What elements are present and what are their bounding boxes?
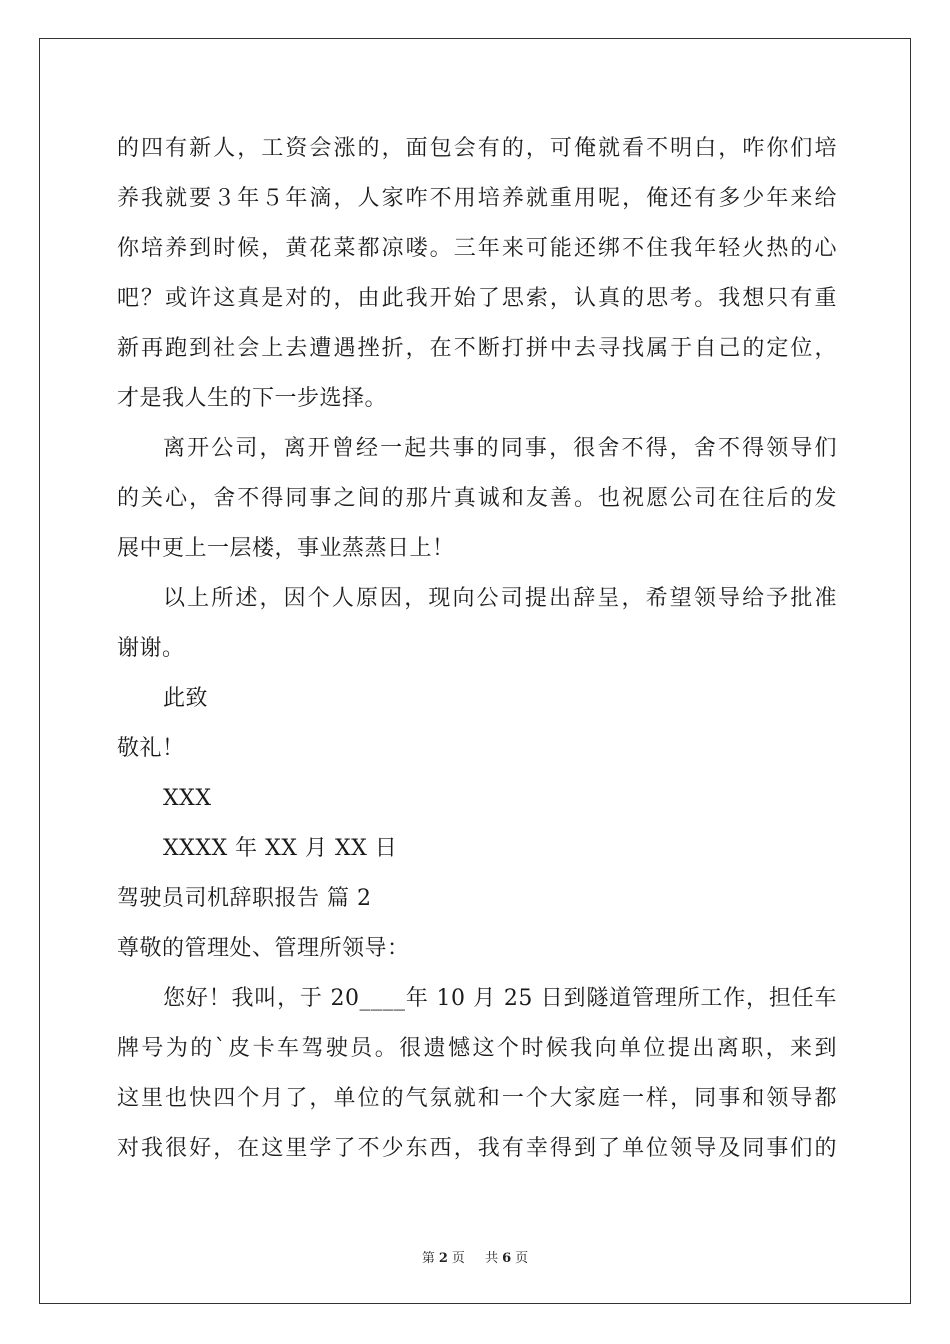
- page-footer: [0, 1247, 950, 1266]
- body-line-10: 以上所述，因个人原因，现向公司提出辞呈，希望领导给予批准: [163, 586, 837, 611]
- body-line-2: 养我就要３年５年滴，人家咋不用培养就重用呢，俺还有多少年来给: [117, 186, 837, 211]
- total-pages: 6: [502, 1251, 512, 1266]
- body-line-1: 的四有新人，工资会涨的，面包会有的，可俺就看不明白，咋你们培: [117, 136, 837, 161]
- body-line-18: 您好！我叫，于 20____年 10 月 25 日到隧道管理所工作，担任车: [163, 986, 837, 1011]
- body-line-7: 离开公司，离开曾经一起共事的同事，很舍不得，舍不得领导们: [163, 436, 837, 461]
- page-prefix: 第: [421, 1251, 435, 1266]
- body-line-4: 吧？或许这真是对的，由此我开始了思索，认真的思考。我想只有重: [117, 286, 837, 311]
- closing-regards: 敬礼！: [117, 736, 185, 761]
- section-title: 驾驶员司机辞职报告 篇 2: [117, 886, 372, 911]
- page-number: [418, 1251, 469, 1266]
- document-body: [117, 124, 837, 1174]
- body-line-11: 谢谢。: [117, 636, 185, 661]
- closing-salutation: 此致: [163, 686, 209, 711]
- page-total: [481, 1251, 532, 1266]
- body-line-9: 展中更上一层楼，事业蒸蒸日上！: [117, 536, 455, 561]
- body-line-8: 的关心，舍不得同事之间的那片真诚和友善。也祝愿公司在往后的发: [117, 486, 837, 511]
- current-page: 2: [438, 1251, 448, 1266]
- signature-date: XXXX 年 XX 月 XX 日: [163, 836, 398, 861]
- letter-addressee: 尊敬的管理处、管理所领导：: [117, 936, 410, 961]
- body-line-20: 这里也快四个月了，单位的气氛就和一个大家庭一样，同事和领导都: [117, 1086, 837, 1111]
- body-line-6: 才是我人生的下一步选择。: [117, 386, 388, 411]
- body-line-3: 你培养到时候，黄花菜都凉喽。三年来可能还绑不住我年轻火热的心: [117, 236, 837, 261]
- body-line-21: 对我很好，在这里学了不少东西，我有幸得到了单位领导及同事们的: [117, 1136, 837, 1161]
- body-line-5: 新再跑到社会上去遭遇挫折，在不断打拼中去寻找属于自己的定位，: [117, 336, 837, 361]
- body-line-19: 牌号为的`皮卡车驾驶员。很遗憾这个时候我向单位提出离职，来到: [117, 1036, 837, 1061]
- page-suffix: 页: [451, 1251, 465, 1266]
- signature-name: XXX: [163, 786, 212, 811]
- total-prefix: 共: [485, 1251, 499, 1266]
- total-suffix: 页: [515, 1251, 529, 1266]
